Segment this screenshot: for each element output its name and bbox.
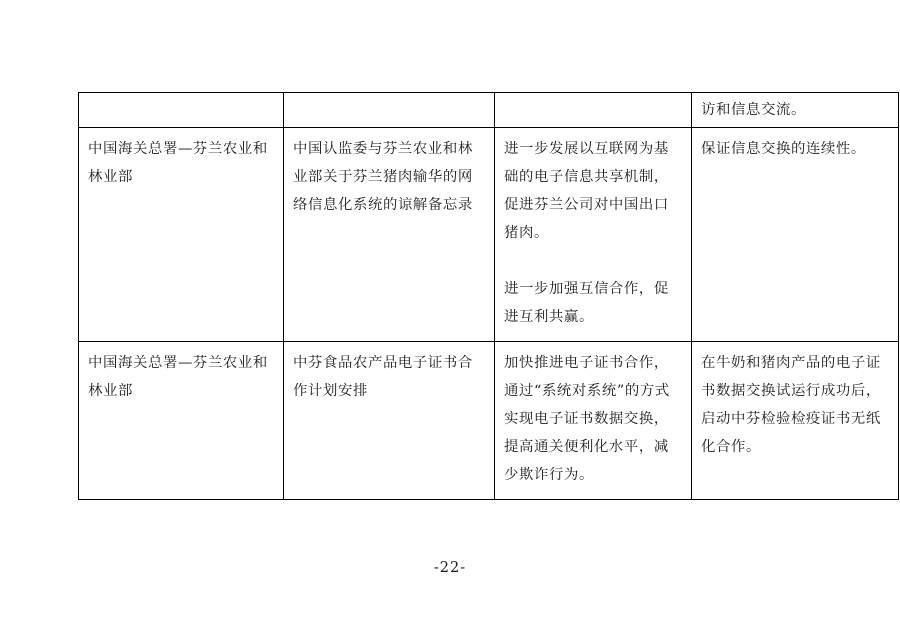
table-cell-outcome: 在牛奶和猪肉产品的电子证书数据交换试运行成功后，启动中芬检验检疫证书无纸化合作。 — [692, 341, 899, 499]
table-cell-authority: 中国海关总署—芬兰农业和林业部 — [79, 128, 284, 342]
table-cell-document: 中国认监委与芬兰农业和林业部关于芬兰猪肉输华的网络信息化系统的谅解备忘录 — [284, 128, 495, 342]
table-cell-content — [495, 128, 692, 342]
table-cell-document — [284, 93, 495, 128]
paragraph: 进一步发展以互联网为基础的电子信息共享机制，促进芬兰公司对中国出口猪肉。 — [504, 141, 669, 242]
table-cell-authority: 中国海关总署—芬兰农业和林业部 — [79, 341, 284, 499]
agreements-table — [78, 92, 899, 500]
table-cell-content — [495, 93, 692, 128]
table-row — [79, 128, 899, 342]
table-cell-outcome: 访和信息交流。 — [692, 93, 899, 128]
table-cell-outcome: 保证信息交换的连续性。 — [692, 128, 899, 342]
page-number: -22- — [433, 560, 467, 576]
table-row — [79, 341, 899, 499]
table-cell-document: 中芬食品农产品电子证书合作计划安排 — [284, 341, 495, 499]
table-row — [79, 93, 899, 128]
paragraph: 进一步加强互信合作，促进互利共赢。 — [504, 280, 669, 325]
table-cell-authority — [79, 93, 284, 128]
table-cell-content: 加快推进电子证书合作，通过“系统对系统”的方式实现电子证书数据交换，提高通关便利化水平，减少欺诈行为。 — [495, 341, 692, 499]
